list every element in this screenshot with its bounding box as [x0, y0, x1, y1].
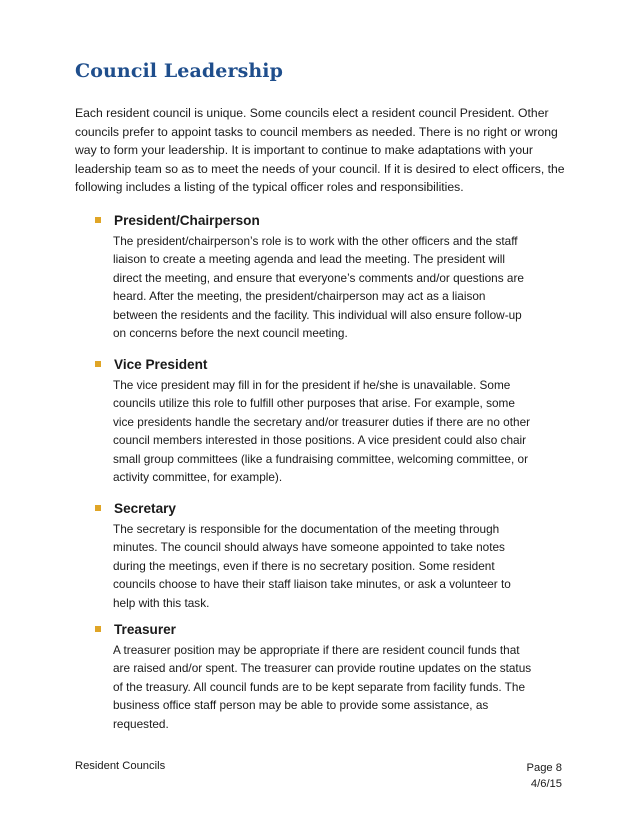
footer-page-info — [527, 760, 562, 792]
square-bullet-icon — [95, 626, 101, 632]
page-title: Council Leadership — [75, 60, 283, 82]
square-bullet-icon — [95, 361, 101, 367]
section-president — [95, 210, 535, 342]
section-heading-row — [95, 354, 535, 374]
section-heading: Vice President — [114, 356, 208, 372]
footer-document-name: Resident Councils — [75, 760, 166, 772]
section-body: A treasurer position may be appropriate if there are resident council funds that are raised and/or spent. The treasurer can provide routine updates on the status of the treasury. All council funds are to be kept separate from facility funds. The business office staff person may be able to provide some assistance, as requested. — [113, 643, 532, 731]
section-heading-row — [95, 210, 535, 230]
section-heading: Treasurer — [114, 621, 176, 637]
section-vice-president — [95, 354, 535, 486]
intro-paragraph: Each resident council is unique. Some councils elect a resident council President. Other councils prefer to appoint tasks to council members as needed. There is no right or wrong way to form your leadership. It is important to continue to make adaptations with your leadership team so as to meet the needs of your council. If it is desired to elect officers, the following includes a listing of the typical officer roles and responsibilities. — [75, 106, 565, 195]
footer-date: 4/6/15 — [530, 778, 562, 790]
section-heading-row — [95, 498, 535, 518]
section-body: The vice president may fill in for the president if he/she is unavailable. Some councils utilize this role to fulfill other purposes that arise. For example, some vice presidents handle the secretary and/or treasurer duties if there are no other council members interested in those positions. A vice president could also chair small group committees (like a fundraising committee, welcoming committee, or activity committee, for example). — [113, 378, 531, 485]
square-bullet-icon — [95, 505, 101, 511]
page-number: Page 8 — [526, 762, 562, 774]
section-heading: President/Chairperson — [114, 212, 260, 228]
section-body: The president/chairperson’s role is to work with the other officers and the staff liaison to create a meeting agenda and lead the meeting. The president will direct the meeting, and ensure that everyone’s comments and/or questions are heard. After the meeting, the president/chairperson may act as a liaison between the residents and the facility. This individual will also ensure follow-up on concerns before the next council meeting. — [113, 234, 524, 341]
square-bullet-icon — [95, 217, 101, 223]
section-treasurer — [95, 619, 535, 733]
section-body: The secretary is responsible for the documentation of the meeting through minutes. The council should always have someone appointed to take notes during the meetings, even if there is no secretary position. Some resident councils choose to have their staff liaison take minutes, or ask a volunteer to help with this task. — [113, 522, 511, 610]
section-heading-row — [95, 619, 535, 639]
section-heading: Secretary — [114, 500, 176, 516]
section-secretary — [95, 498, 535, 612]
